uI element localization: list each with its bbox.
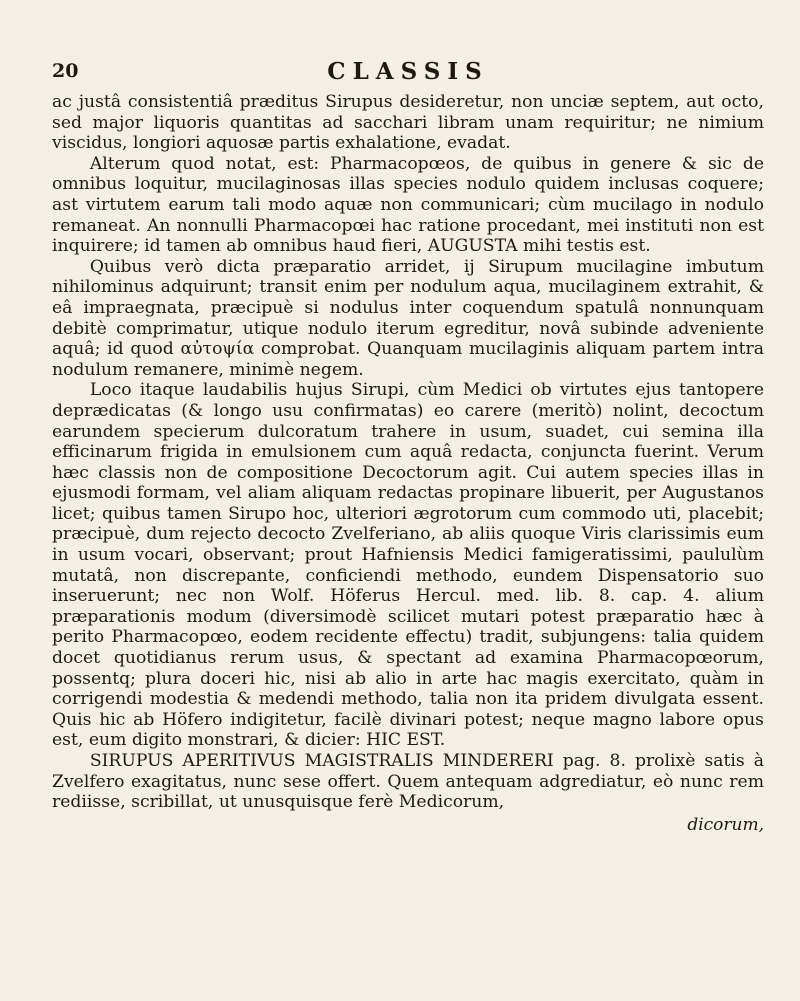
body-text	[52, 92, 764, 813]
paragraph-1: ac justâ consistentiâ præditus Sirupus desideretur, non unciæ septem, aut octo, sed major liquoris quantitas ad sacchari libram unam requiritur; ne nimium viscidus, longiori aquosæ partis exhalatione, evadat.	[52, 92, 764, 154]
paragraph-4: Loco itaque laudabilis hujus Sirupi, cùm Medici ob virtutes ejus tantopere deprædicatas (& longo usu confirmatas) eo carere (meritò) nolint, decoctum earundem specierum dulcoratum trahere in usum, suadet, cui semina illa efficinarum frigida in emulsionem cum aquâ redacta, conjuncta fuerint. Verum hæc classis non de compositione Decoctorum agit. Cui autem species illas in ejusmodi formam, vel aliam aliquam redactas propinare libuerit, per Augustanos licet; quibus tamen Sirupo hoc, ulteriori ægrotorum cum commodo uti, placebit; præcipuè, dum rejecto decocto Zvelferiano, ab aliis quoque Viris clarissimis eum in usum vocari, observant; prout Hafniensis Medici famigeratissimi, paululùm mutatâ, non discrepante, conficiendi methodo, eundem Dispensatorio suo inseruerunt; nec non Wolf. Höferus Hercul. med. lib. 8. cap. 4. alium præparationis modum (diversimodè scilicet mutari potest præparatio hæc à perito Pharmacopœo, eodem recidente effectu) tradit, subjungens: talia quidem docet quotidianus rerum usus, & spectant ad examina Pharmacopœorum, possentq; plura doceri hic, nisi ab alio in arte hac magis exercitato, quàm in corrigendi modestia & medendi methodo, talia non ita pridem divulgata essent. Quis hic ab Höfero indigitetur, facilè divinari potest; neque magno labore opus est, eum digito monstrari, & dicier: HIC EST.	[52, 380, 764, 751]
page-header	[52, 52, 764, 92]
paragraph-5: SIRUPUS APERITIVUS MAGISTRALIS MINDERERI pag. 8. prolixè satis à Zvelfero exagitatus, nunc sese offert. Quem antequam adgrediatur, eò nunc rem rediisse, scribillat, ut unusquisque ferè Medicorum,	[52, 751, 764, 813]
paragraph-3: Quibus verò dicta præparatio arridet, ij Sirupum mucilagine imbutum nihilominus adquirunt; transit enim per nodulum aqua, mucilaginem extrahit, & eâ impraegnata, præcipuè si nodulus inter coquendum spatulâ nonnunquam debitè comprimatur, utique nodulo iterum egreditur, novâ subinde adveniente aquâ; id quod αὐτοψία comprobat. Quanquam mucilaginis aliquam partem intra nodulum remanere, minimè negem.	[52, 256, 764, 380]
running-head: CLASSIS	[327, 58, 489, 85]
page-number: 20	[52, 60, 79, 82]
paragraph-2: Alterum quod notat, est: Pharmacopœos, de quibus in genere & sic de omnibus loquitur, mucilaginosas illas species nodulo quidem inclusas coquere; ast virtutem earum tali modo aquæ non communicari; cùm mucilago in nodulo remaneat. An nonnulli Pharmacopœi hac ratione procedant, mei instituti non est inquirere; id tamen ab omnibus haud fieri, AUGUSTA mihi testis est.	[52, 153, 764, 257]
catchword: dicorum,	[687, 814, 764, 835]
